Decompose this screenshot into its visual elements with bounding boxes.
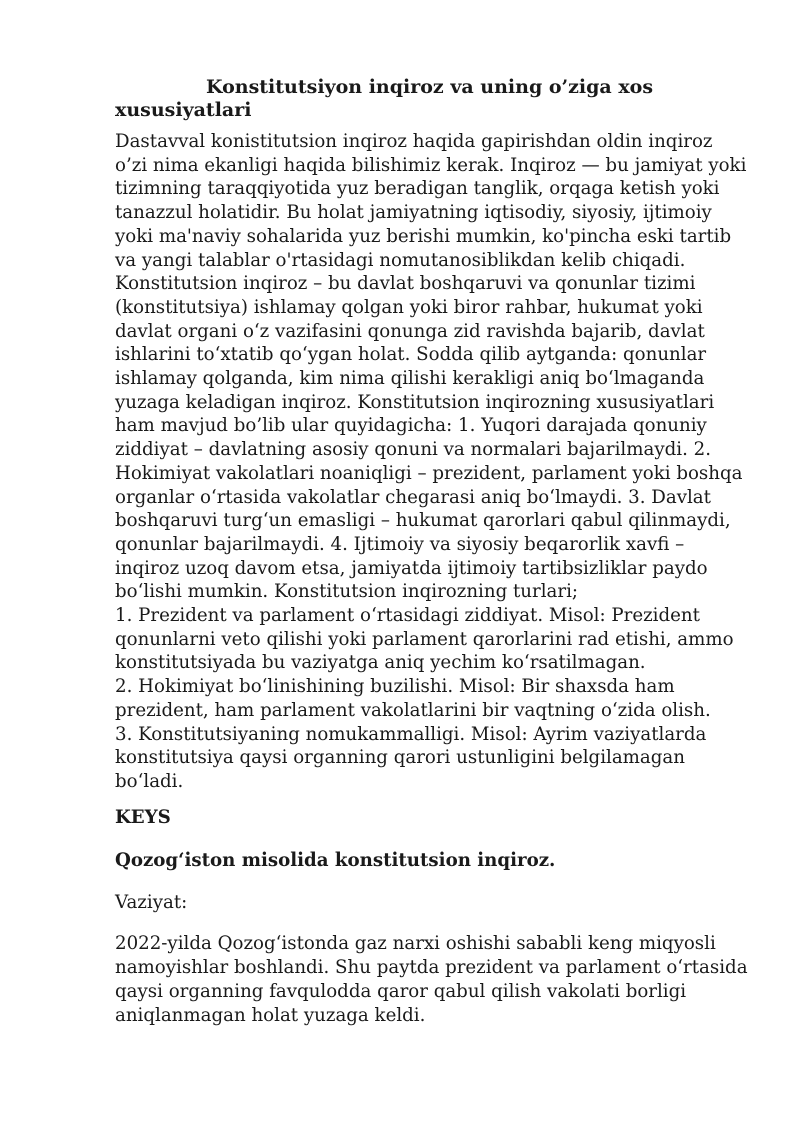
- document-title: Konstitutsiyon inqiroz va uning o’ziga xos xususiyatlari: [115, 76, 654, 121]
- body-paragraph: Dastavval konistitutsion inqiroz haqida gapirishdan oldin inqiroz o’zi nima ekanligi haqida bilishimiz kerak. Inqiroz — bu jamiyat yoki tizimning taraqqiyotida yuz beradigan tanglik, orqaga ketish yoki tanazzul holatidir. Bu holat jamiyatning iqtisodiy, siyosiy, ijtimoiy yoki ma'naviy sohalarida yuz berishi mumkin, ko'pincha eski tartib va yangi talablar o'rtasidagi nomutanosiblikdan kelib chiqadi. Konstitutsion inqiroz – bu davlat boshqaruvi va qonunlar tizimi (konstitutsiya) ishlamay qolgan yoki biror rahbar, hukumat yoki davlat organi oʻz vazifasini qonunga zid ravishda bajarib, davlat ishlarini toʻxtatib qoʻygan holat. Sodda qilib aytganda: qonunlar ishlamay qolganda, kim nima qilishi kerakligi aniq boʻlmaganda yuzaga keladigan inqiroz. Konstitutsion inqirozning xususiyatlari ham mavjud bo’lib ular quyidagicha: 1. Yuqori darajada qonuniy ziddiyat – davlatning asosiy qonuni va normalari bajarilmaydi. 2. Hokimiyat vakolatlari noaniqligi – prezident, parlament yoki boshqa organlar oʻrtasida vakolatlar chegarasi aniq boʻlmaydi. 3. Davlat boshqaruvi turgʻun emasligi – hukumat qarorlari qabul qilinmaydi, qonunlar bajarilmaydi. 4. Ijtimoiy va siyosiy beqarorlik xavfi – inqiroz uzoq davom etsa, jamiyatda ijtimoiy tartibsizliklar paydo boʻlishi mumkin. Konstitutsion inqirozning turlari; 1. Prezident va parlament oʻrtasidagi ziddiyat. Misol: Prezident qonunlarni veto qilishi yoki parlament qarorlarini rad etishi, ammo konstitutsiyada bu vaziyatga aniq yechim koʻrsatilmagan. 2. Hokimiyat boʻlinishining buzilishi. Misol: Bir shaxsda ham prezident, ham parlament vakolatlarini bir vaqtning oʻzida olish. 3. Konstitutsiyaning nomukammalligi. Misol: Ayrim vaziyatlarda konstitutsiya qaysi organning qarori ustunligini belgilamagan boʻladi.: [115, 131, 747, 792]
- situation-text: 2022-yilda Qozogʻistonda gaz narxi oshishi sababli keng miqyosli namoyishlar boshlandi. Shu paytda prezident va parlament oʻrtasida qaysi organning favqulodda qaror qabul qilish vakolati borligi aniqlanmagan holat yuzaga keldi.: [115, 932, 748, 1026]
- document-page: [115, 76, 750, 1028]
- situation-label: Vaziyat:: [115, 891, 188, 913]
- case-heading: Qozogʻiston misolida konstitutsion inqiroz.: [115, 849, 556, 871]
- keys-heading: KEYS: [115, 806, 171, 828]
